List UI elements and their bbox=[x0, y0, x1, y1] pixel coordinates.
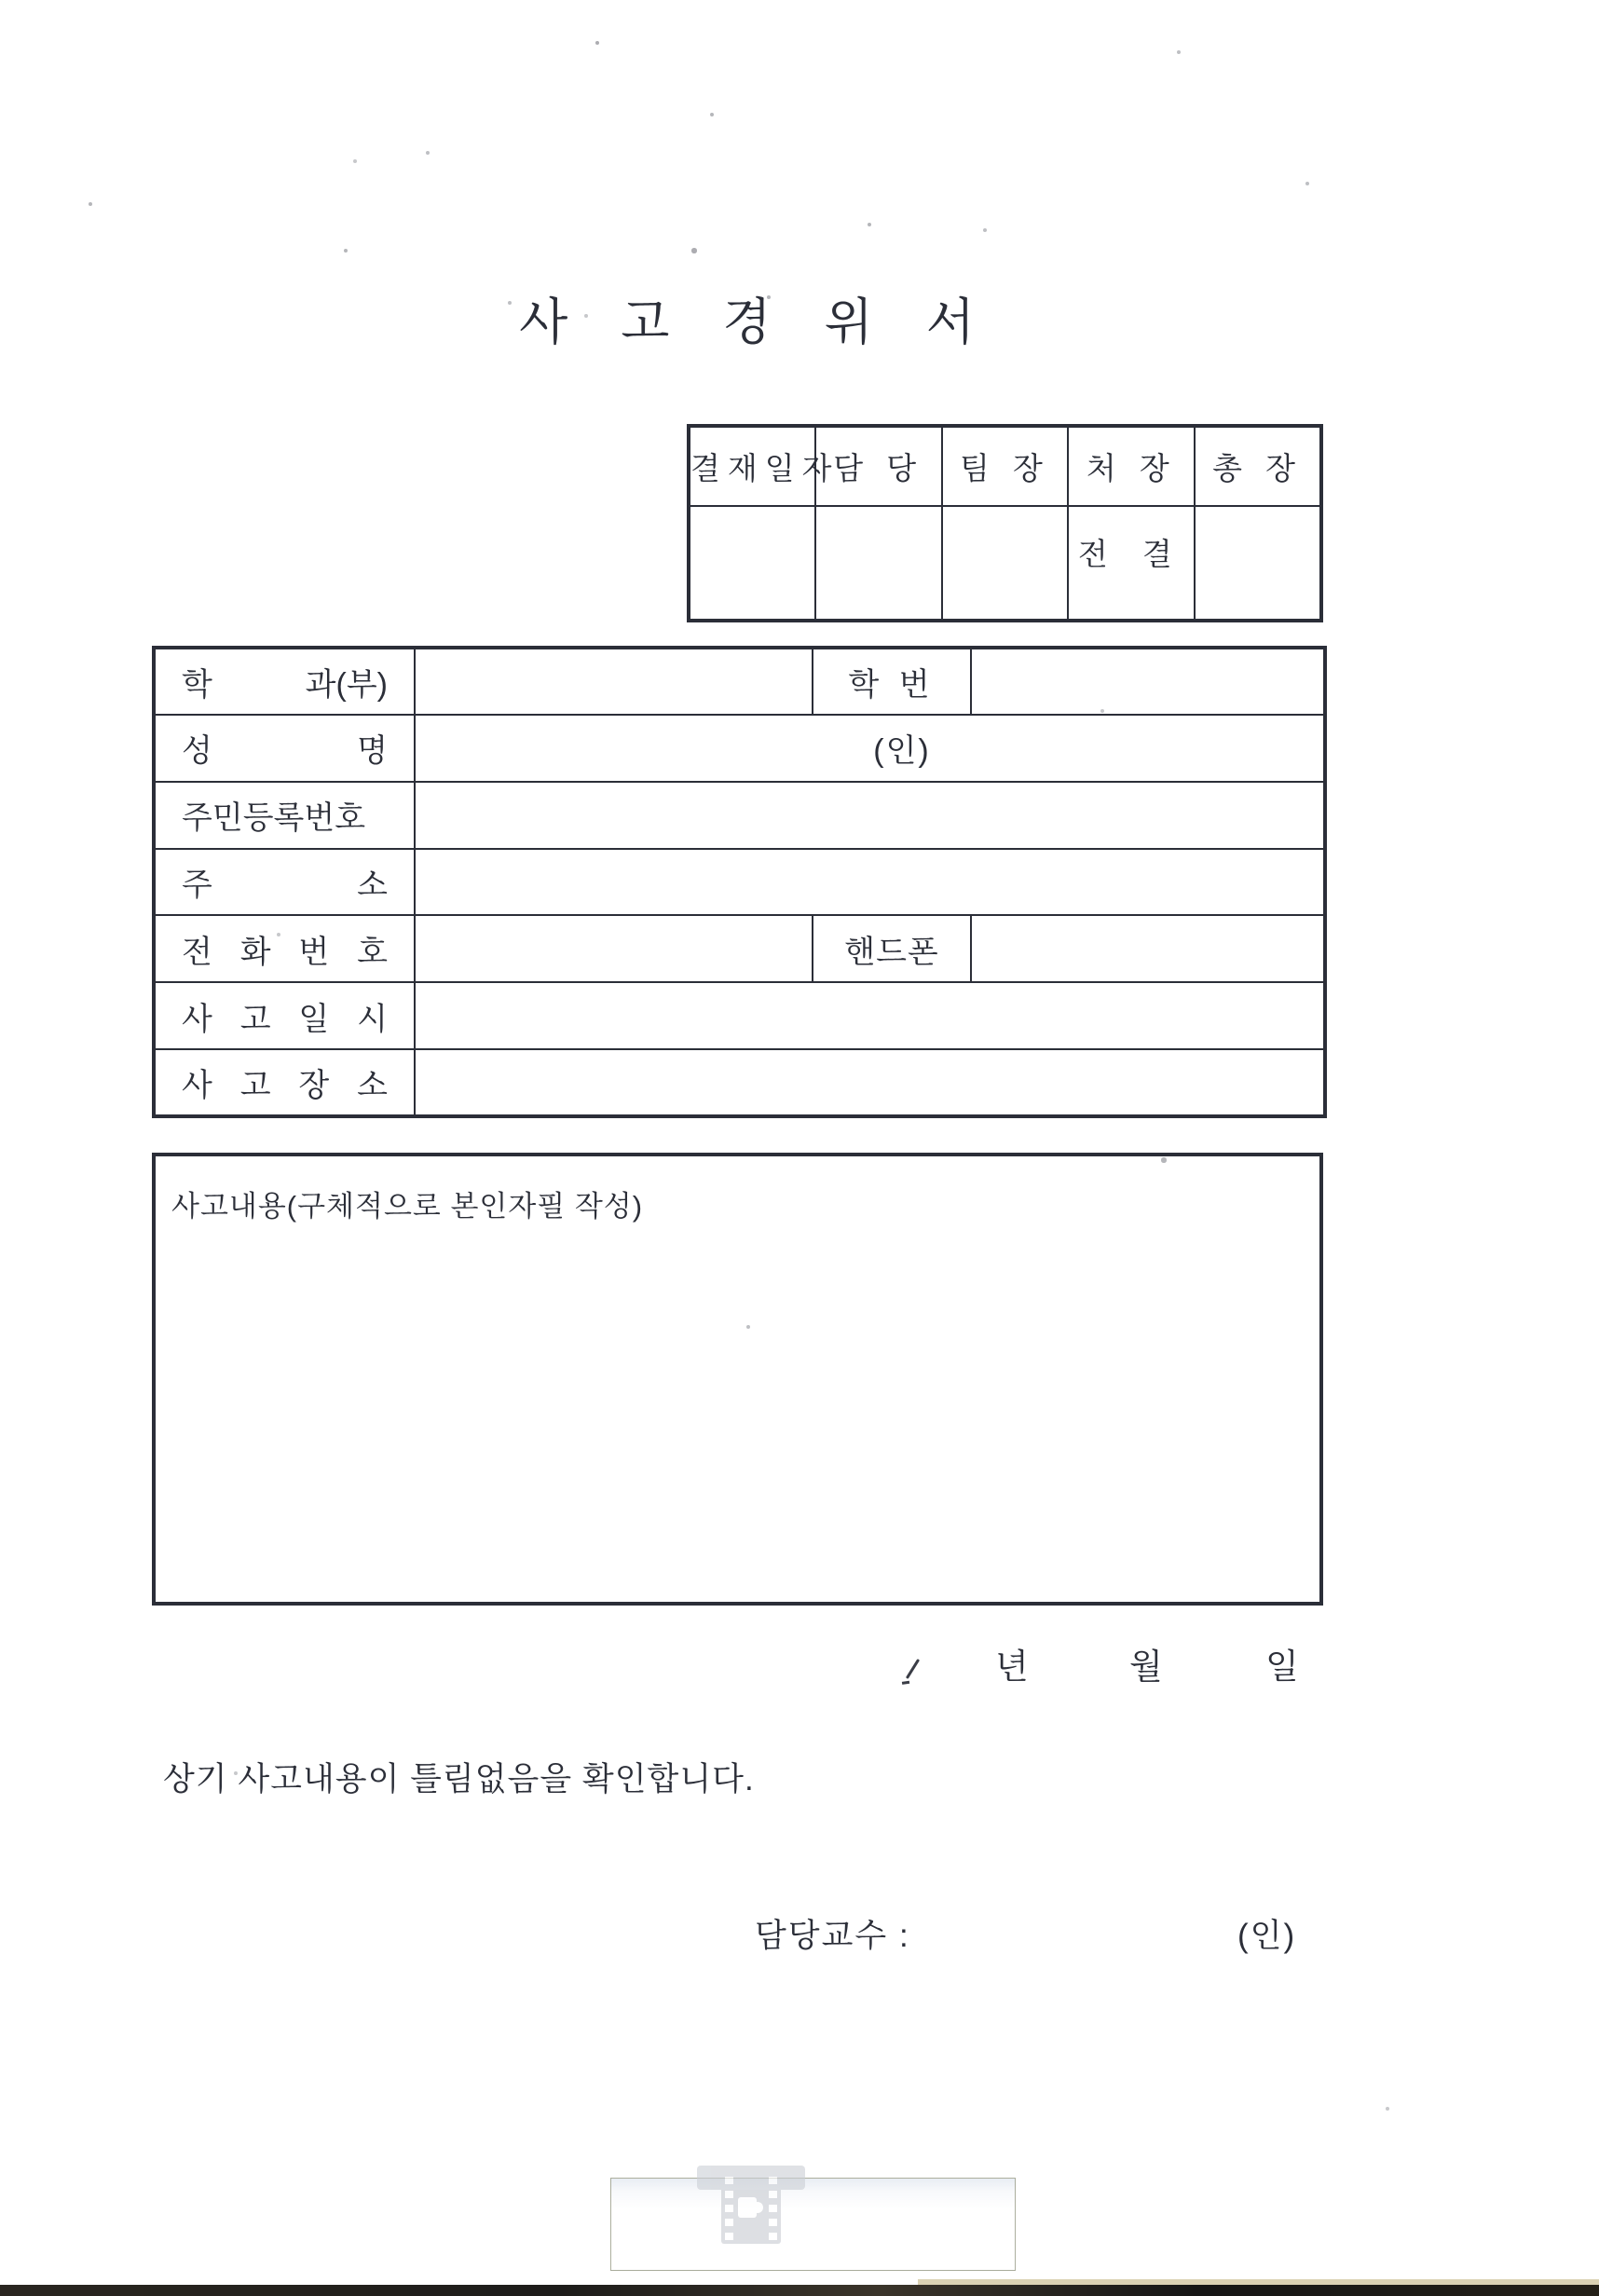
year-label: 년 bbox=[995, 1647, 1029, 1686]
approval-cell-staff bbox=[815, 506, 942, 621]
confirmation-text: 상기 사고내용이 틀림없음을 확인합니다. bbox=[163, 1761, 755, 1797]
resident-number-value bbox=[415, 782, 1325, 849]
approval-header-president: 총 장 bbox=[1195, 426, 1321, 506]
professor-seal-placeholder: (인) bbox=[1237, 1918, 1297, 1954]
resident-number-label: 주민등록번호 bbox=[154, 782, 415, 849]
professor-signature-line bbox=[0, 1910, 1599, 1966]
row-phone bbox=[154, 915, 1325, 982]
accident-datetime-label: 사 고 일 시 bbox=[154, 982, 415, 1049]
approval-cell-team-leader bbox=[942, 506, 1069, 621]
approval-header-date: 결재일자 bbox=[689, 426, 815, 506]
accident-place-label: 사 고 장 소 bbox=[154, 1049, 415, 1116]
student-id-label: 학 번 bbox=[813, 648, 971, 715]
name-label: 성 명 bbox=[154, 715, 415, 782]
phone-label: 전 화 번 호 bbox=[154, 915, 415, 982]
row-department bbox=[154, 648, 1325, 715]
student-id-value bbox=[971, 648, 1325, 715]
mobile-value bbox=[971, 915, 1325, 982]
accident-detail-box bbox=[152, 1153, 1323, 1606]
form-title: 사 고 경 위 서 bbox=[519, 294, 994, 350]
approval-cell-director bbox=[1068, 506, 1195, 621]
row-name bbox=[154, 715, 1325, 782]
name-seal-placeholder: (인) bbox=[415, 715, 1325, 782]
approval-table bbox=[687, 424, 1323, 622]
row-resident-number bbox=[154, 782, 1325, 849]
phone-value bbox=[415, 915, 813, 982]
professor-label: 담당교수 : bbox=[755, 1918, 910, 1954]
personal-info-table bbox=[152, 646, 1327, 1118]
mobile-label: 핸드폰 bbox=[813, 915, 971, 982]
scan-bottom-edge bbox=[0, 2285, 1599, 2296]
approval-header-staff: 담 당 bbox=[815, 426, 942, 506]
address-label: 주 소 bbox=[154, 849, 415, 916]
accident-detail-label: 사고내용(구체적으로 본인자필 작성) bbox=[171, 1190, 644, 1223]
approval-cell-date bbox=[689, 506, 815, 621]
scan-specks bbox=[0, 0, 2, 2]
row-accident-place bbox=[154, 1049, 1325, 1116]
day-label: 일 bbox=[1265, 1647, 1299, 1686]
month-label: 월 bbox=[1129, 1647, 1163, 1686]
approval-header-row bbox=[689, 426, 1321, 506]
approval-header-director: 처 장 bbox=[1068, 426, 1195, 506]
date-line bbox=[0, 1638, 1599, 1685]
film-strip-icon bbox=[721, 2173, 781, 2244]
approval-cell-president bbox=[1195, 506, 1321, 621]
department-value bbox=[415, 648, 813, 715]
row-accident-datetime bbox=[154, 982, 1325, 1049]
media-placeholder-artifact bbox=[610, 2178, 1016, 2271]
delegated-approval-stamp: 전 결 bbox=[1077, 536, 1185, 571]
accident-datetime-value bbox=[415, 982, 1325, 1049]
accident-place-value bbox=[415, 1049, 1325, 1116]
approval-signature-row bbox=[689, 506, 1321, 621]
row-address bbox=[154, 849, 1325, 916]
address-value bbox=[415, 849, 1325, 916]
approval-header-team-leader: 팀 장 bbox=[942, 426, 1069, 506]
department-label: 학 과(부) bbox=[154, 648, 415, 715]
